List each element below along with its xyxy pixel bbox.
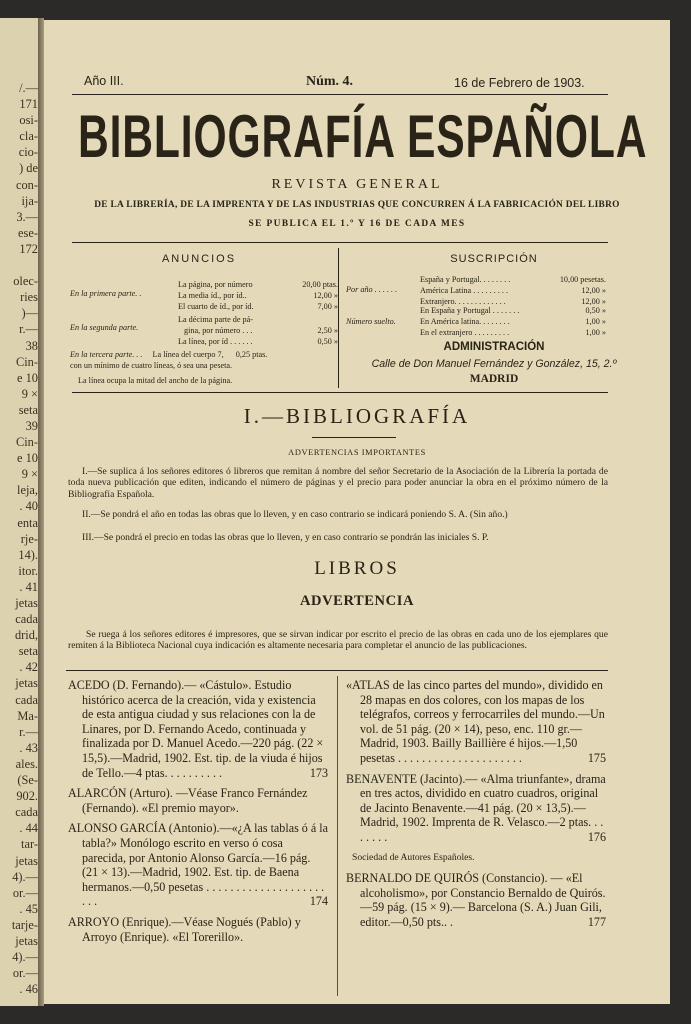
journal-tagline: DE LA LIBRERÍA, DE LA IMPRENTA Y DE LAS INDUSTRIAS QUE CONCURREN Á LA FABRICACIÓN DEL LIBRO: [94, 200, 620, 210]
ads-first-rows: La página, por número 20,00 ptas. La media íd., por íd.. 12,00 » El cuarto de íd., por íd. 7,00 »: [178, 280, 338, 311]
ads-note: La línea ocupa la mitad del ancho de la página.: [78, 376, 233, 385]
entry-176-note: Sociedad de Autores Españoles.: [352, 851, 475, 863]
left-page-text: /.— 171 osi- cla- cio- ) de con- ija- 3.— ese- 172 olec- ries )— r.— 38 Cin- e 10 9 × seta 39 Cin- e 10 9 × leja, . 40 enta rje- 14). itor. . 41 jetas cada drid, seta . 42 jetas cada Ma- r.— . 43 ales. (Se- 902. cada . 44 tar- jetas 4).— or.— . 45 tarje- jetas 4).— or.— . 46: [11, 81, 38, 997]
subscription-single-rows: En España y Portugal . . . . . . . 0,50 » En América latina. . . . . . . . 1,00 » En el extranjero . . . . . . . . . 1,00 »: [420, 306, 606, 337]
notice-1: I.—Se suplica á los señores editores ó libreros que remitan á nombre del señor Secretario de la Asociación de la Librería la portada de toda nueva publicación que editen, indicando el número de páginas y el precio para poder anunciar la obra en el próximo número de la Bibliografía Española.: [68, 466, 608, 500]
administration-heading: ADMINISTRACIÓN: [443, 341, 545, 353]
issue-year: Año III.: [84, 74, 124, 88]
entry-173: ACEDO (D. Fernando).— «Cástulo». Estudio histórico acerca de la creación, vida y existencia de esta antigua ciudad y sus relaciones con la de Linares, por D. Fernando Acedo, continuada y finalizada por D. Manuel Acedo.—220 pág. (22 × 15,5).—Madrid, 1902. Est. tip. de la viuda é hijos de Tello.—4 ptas. . . . . . . . . . 173: [68, 678, 328, 780]
ads-third-note: con un mínimo de cuatro líneas, ó sea una peseta.: [70, 361, 233, 370]
columns-top-rule: [66, 670, 608, 671]
ads-third-row: En la tercera parte. . . La línea del cuerpo 7, 0,25 ptas.: [70, 350, 268, 359]
publication-schedule: SE PUBLICA EL 1.º Y 16 DE CADA MES: [248, 219, 466, 229]
left-page-edge: [0, 18, 40, 1006]
column-divider: [337, 676, 338, 996]
notice-2: II.—Se pondrá el año en todas las obras que lo lleven, y en caso contrario se indicará poniendo S. A. (Sin año.): [82, 509, 508, 520]
issue-number: Núm. 4.: [306, 74, 354, 89]
journal-title: BIBLIOGRAFÍA ESPAÑOLA: [78, 103, 648, 170]
entry-174: ALONSO GARCÍA (Antonio).—«¿A las tablas ó á la tabla?» Monólogo escrito en verso ó cosa parecida, por Antonio Alonso García.—16 pág. (21 × 13).—Madrid, 1902. Est. tip. de Baena hermanos.—0,50 pesetas . . . . . . . . . . . . . . . . . . . . . . . 174: [68, 821, 328, 909]
ads-second-rows: La décima parte de pá- gina, por número . . . 2,50 » La línea, por íd . . . . . . 0,50 »: [178, 315, 338, 346]
notices-heading: ADVERTENCIAS IMPORTANTES: [288, 448, 426, 457]
subscription-year-rows: España y Portugal. . . . . . . . 10,00 pesetas. América Latina . . . . . . . . . 12,00 » Extranjero. . . . . . . . . . . . . 12,00 »: [420, 275, 606, 306]
entry-175: «ATLAS de las cinco partes del mundo», dividido en 28 mapas en dos colores, con los mapas de los telégrafos, correos y ferrocarriles del mundo.—Un vol. de 51 pág. (20 × 14), peso, enc. 110 gr.—Madrid, 1903. Bailly Baillière é hijos.—1,50 pesetas . . . . . . . . . . . . . . . . . . . . . 175: [346, 678, 606, 765]
entry-alarcon: ALARCÓN (Arturo). —Véase Franco Fernández (Fernando). «El premio mayor».: [68, 786, 308, 815]
administration-address: Calle de Don Manuel Fernández y González, 15, 2.º: [371, 358, 617, 370]
entry-176: BENAVENTE (Jacinto).— «Alma triunfante», drama en tres actos, dividido en cuatro cuadros, original de Jacinto Benavente.—41 pág. (20 × 13,5).—Madrid, 1902. Imprenta de R. Velasco.—2 ptas. . . . . . . . 176: [346, 771, 606, 844]
subscription-single-label: Número suelto.: [346, 317, 396, 326]
ads-second-label: En la segunda parte.: [70, 323, 139, 332]
entry-arroyo: ARROYO (Enrique).—Véase Nogués (Pablo) y Arroyo (Enrique). «El Torerillo».: [68, 914, 301, 944]
ads-heading: ANUNCIOS: [161, 253, 237, 265]
ads-divider: [338, 248, 339, 388]
section-rule: [72, 392, 608, 393]
entries-left-column: [68, 678, 328, 950]
masthead-rule: [72, 242, 608, 243]
journal-subtitle: REVISTA GENERAL: [271, 177, 443, 192]
section-heading: I.—BIBLIOGRAFÍA: [243, 404, 471, 428]
subscription-year-label: Por año . . . . . .: [346, 285, 398, 294]
administration-city: MADRID: [469, 373, 519, 385]
subscription-heading: SUSCRIPCIÓN: [450, 253, 538, 265]
advertencia-heading: ADVERTENCIA: [299, 593, 415, 609]
document-page: [44, 20, 670, 1004]
issue-date: 16 de Febrero de 1903.: [454, 76, 585, 90]
header-rule: [72, 94, 608, 95]
libros-heading: LIBROS: [314, 558, 400, 579]
section-heading-rule: [312, 437, 396, 438]
advertencia-text: Se ruega á los señores editores é impresores, que se sirvan indicar por escrito el precio de las obras en cada uno de los ejemplares que remiten á la Biblioteca Nacional cuya indicación es altamente necesaria para completar el anuncio de las publicaciones.: [68, 629, 608, 652]
ads-first-label: En la primera parte. .: [70, 289, 142, 298]
entries-right-column: [346, 678, 606, 936]
entry-177: BERNALDO DE QUIRÓS (Constancio). — «El alcoholismo», por Constancio Bernaldo de Quirós.—59 pág. (15 × 9).— Barcelona (S. A.) Juan Gili, editor.—0,50 pts.. . 177: [346, 871, 606, 929]
notice-3: III.—Se pondrá el precio en todas las obras que lo lleven, y en caso contrario se pondrán las iniciales S. P.: [82, 532, 489, 543]
